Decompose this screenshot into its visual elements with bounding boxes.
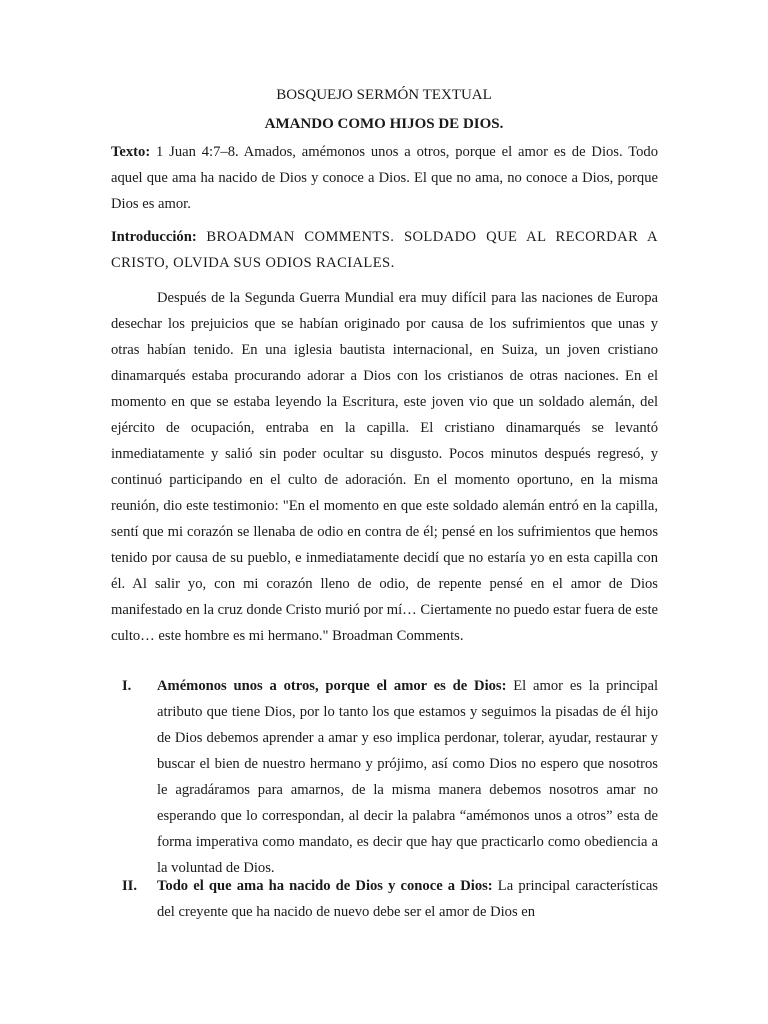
point-numeral: I. bbox=[122, 678, 132, 694]
introduccion-body: BROADMAN COMMENTS. SOLDADO QUE AL RECORDAR A CRISTO, OLVIDA SUS ODIOS RACIALES. bbox=[111, 229, 658, 271]
texto-body: 1 Juan 4:7–8. Amados, amémonos unos a otros, porque el amor es de Dios. Todo aquel que ama ha nacido de Dios y conoce a Dios. El que no ama, no conoce a Dios, porque Dios es amor. bbox=[111, 144, 658, 212]
introduccion-label: Introducción: bbox=[111, 229, 197, 245]
point-heading: Amémonos unos a otros, porque el amor es de Dios: bbox=[157, 678, 507, 694]
outline-point-1 bbox=[111, 673, 658, 881]
point-text bbox=[157, 673, 658, 881]
texto-paragraph bbox=[111, 139, 658, 217]
story-paragraph bbox=[111, 285, 658, 649]
point-heading: Todo el que ama ha nacido de Dios y conoce a Dios: bbox=[157, 878, 493, 894]
outline-point-2 bbox=[111, 873, 658, 925]
story-text: Después de la Segunda Guerra Mundial era muy difícil para las naciones de Europa desechar los prejuicios que se habían originado por causa de los sufrimientos que unas y otras habían tenido. En una iglesia bautista internacional, en Suiza, un joven cristiano dinamarqués estaba procurando adorar a Dios con los cristianos de otras naciones. En el momento en que se estaba leyendo la Escritura, este joven vio que un soldado alemán, del ejército de ocupación, entraba en la capilla. El cristiano dinamarqués se levantó inmediatamente y salió sin poder ocultar su disgusto. Pocos minutos después regresó, y continuó participando en el culto de adoración. En el momento oportuno, en la misma reunión, dio este testimonio: "En el momento en que este soldado alemán entró en la capilla, sentí que mi corazón se llenaba de odio en contra de él; pensé en los sufrimientos que hemos tenido por causa de su pueblo, e inmediatamente decidí que no estaría yo en esta capilla con él. Al salir yo, con mi corazón lleno de odio, de repente pensé en el amor de Dios manifestado en la cruz donde Cristo murió por mí… Ciertamente no puedo estar fuera de este culto… este hombre es mi hermano." Broadman Comments. bbox=[111, 290, 658, 644]
texto-label: Texto: bbox=[111, 144, 151, 160]
point-body: La principal características del creyente que ha nacido de nuevo debe ser el amor de Dios en bbox=[157, 878, 658, 920]
introduccion-paragraph bbox=[111, 224, 658, 276]
sermon-title: AMANDO COMO HIJOS DE DIOS. bbox=[264, 116, 504, 132]
document-heading: BOSQUEJO SERMÓN TEXTUAL bbox=[276, 87, 492, 103]
point-body: El amor es la principal atributo que tiene Dios, por lo tanto los que estamos y seguimos la pisadas de él hijo de Dios debemos aprender a amar y eso implica perdonar, tolerar, ayudar, restaurar y buscar el bien de nuestro hermano y prójimo, así como Dios no espero que nosotros le agradáramos para amarnos, de la misma manera debemos nosotros amar no esperando que lo correspondan, al decir la palabra “amémonos unos a otros” esta de forma imperativa como mandato, es decir que hay que practicarlo como obediencia a la voluntad de Dios. bbox=[157, 678, 658, 876]
point-numeral: II. bbox=[122, 878, 138, 894]
point-text bbox=[157, 873, 658, 925]
